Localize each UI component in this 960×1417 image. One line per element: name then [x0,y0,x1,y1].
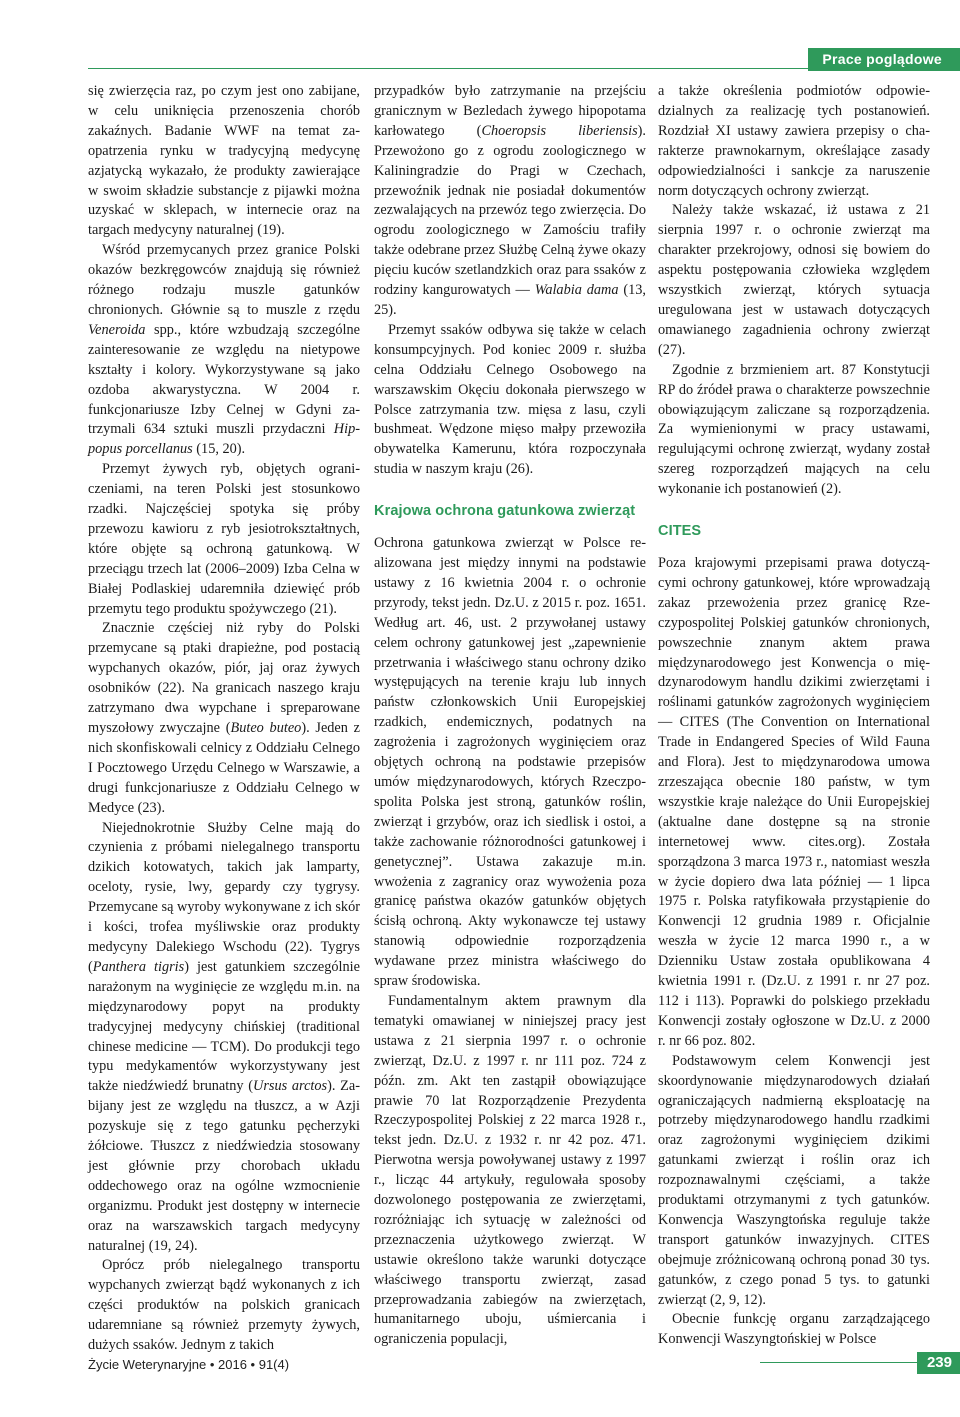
text-column-2 [374,82,646,1350]
paragraph: Zgodnie z brzmieniem art. 87 Konstytucji RP do źródeł prawa o charakterze powszechnie obowiązującym zaliczane są rozporządzenia. Za wymienionymi w pracy ustawami, regulującymi ochronę zwierząt, wydany został szereg rozporządzeń mających na celu wykonanie ich postanowień (2). [658,361,930,498]
paragraph: się zwierzęcia raz, po czym jest ono zabijane, w celu uniknięcia przenoszenia chorób zakaźnych. Badanie WWF na temat zaopatrzenia rynku w tradycyjną medycynę azjatycką wykazało, że produkty zawierające w swoim składzie substancje z pijawki można uzyskać w sklepach, w internecie oraz na targach medycyny naturalnej (19). [88,83,360,239]
paragraph: Przemyt żywych ryb, objętych ograniczeniami, na teren Polski jest stosunkowo rzadki. Najczęściej spotyka się próby przewozu kawioru z ryb jesiotrokształtnych, które objęte są ochroną gatunkową. W przeciągu trzech lat (2006–2009) Izba Celna w Białej Podlaskiej udaremniła dziewięć prób przemytu tego produktu spożywczego (21). [88,461,360,617]
section-label: Prace poglądowe [808,48,960,71]
paragraph: Niejednokrotnie Służby Celne mają do czynienia z próbami nielegalnego transportu dzikich kotowatych, takich jak lamparty, oceloty, rysie, lwy, gepardy czy tygrysy. Przemycane są wyroby wykonywane z ich skór i kości, trofea myśliwskie oraz produkty medycyny Dalekiego Wschodu (22). Tygrys (Panthera tigris) jest gatunkiem szczególnie narażonym na wyginięcie ze względu m.in. na międzynarodowy popyt na produkty tradycyjnej medycyny chińskiej (traditional chinese medicine — TCM). Do produkcji tego typu medykamentów wykorzystywany jest także niedźwiedź brunatny (Ursus arctos). Zabijany jest ze względu na tłuszcz, a w Azji pozyskuje się z tego gatunku pęcherzyki żółciowe. Tłuszcz z niedźwiedzia stosowany jest głównie przy chorobach układu oddechowego oraz na ogólne wzmocnienie organizmu. Produkt jest dostępny w internecie oraz na warszawskich targach medycyny naturalnej (19, 24). [88,819,361,1254]
paragraph: Fundamentalnym aktem prawnym dla tematyki omawianej w niniejszej pracy jest ustawa z 21 sierpnia 1997 r. o ochronie zwierząt, Dz.U. z 1997 r. nr 111 poz. 724 z późn. zm. Akt ten zastąpił obowiązujące prawie 70 lat Rozporządzenie Prezydenta Rzeczypospolitej Polskiej z 22 marca 1928 r., tekst jedn. Dz.U. z 1932 r. nr 42 poz. 471. Pierwotna wersja powoływanej ustawy z 1997 r., licząc 44 artykuły, regulowała sposoby dozwolonego postępowania ze zwierzętami, rozróżniając ich sytuację w zależności od przeznaczenia użytkowego zwierząt. W ustawie określono także warunki dotyczące właściwego transportu zwierząt, zasad przeprowadzania zabiegów na zwierzętach, humanitarnego uboju, uśmiercania i ograniczenia populacji, [374,992,646,1348]
section-heading: CITES [658,523,702,540]
paragraph: Ochrona gatunkowa zwierząt w Polsce realizowana jest między innymi na podstawie ustawy z 16 kwietnia 2004 r. o ochronie przyrody, tekst jedn. Dz.U. z 2015 r. poz. 1651. Według art. 46, ust. 2 przywołanej ustawy celem ochrony gatunkowej jest „zapewnienie przetrwania i właściwego stanu ochrony dziko występujących na terenie kraju lub innych państw członkowskich Unii Europejskiej rzadkich, endemicznych, podatnych na zagrożenia i zagrożonych wyginięciem oraz objętych ochroną na podstawie przepisów umów międzynarodowych, których Rzeczpospolita Polska jest stroną, gatunków roślin, zwierząt i grzybów, oraz ich siedlisk i ostoi, a także zachowanie różnorodności gatunkowej i genetycznej”. Ustawa zakazuje m.in. wwożenia z zagranicy oraz wywożenia poza granicę państwa okazów gatunków objętych ścisłą ochroną. Akty wykonawcze tej ustawy stanowią odpowiednie rozporządzenia wydawane przez ministra właściwego do spraw środowiska. [374,535,646,990]
journal-footer: Życie Weterynaryjne • 2016 • 91(4) [88,1357,290,1372]
paragraph: Znacznie częściej niż ryby do Polski przemycane są ptaki drapieżne, pod postacią wypchanych okazów, piór, jaj oraz żywych osobników (22). Na granicach naszego kraju zatrzymano dwa wypchane i spreparowane myszołowy zwyczajne (Buteo buteo). Jeden z nich skonfiskowali celnicy z Oddziału Celnego I Pocztowego Urzędu Celnego w Warszawie, a drugi funkcjonariusze z Oddziału Celnego w Medyce (23). [88,620,360,816]
paragraph: Obecnie funkcję organu zarządzającego Konwencji Waszyngtońskiej w Polsce [658,1311,930,1348]
paragraph: Należy także wskazać, iż ustawa z 21 sierpnia 1997 r. o ochronie zwierząt ma charakter przekrojowy, odnosi się bowiem do aspektu postępowania człowieka względem wszystkich zwierząt, których sytuacja uregulowana jest w ustawach dotyczących omawianego zagadnienia ochrony zwierząt (27). [658,202,930,358]
paragraph: a także określenia podmiotów odpowiedzialnych za realizację tych postanowień. Rozdział XI ustawy zawiera przepisy o charakterze prawnokarnym, określające zasady odpowiedzialności i sankcje za naruszenie norm dotyczących ochrony zwierząt. [658,83,930,199]
footer-rule [760,1362,920,1363]
paragraph: Wśród przemycanych przez granice Polski okazów bezkręgowców znajdują się również różnego rodzaju muszle gatunków chronionych. Głównie są to muszle z rzędu Veneroida spp., które wzbudzają szczególne zainteresowanie ze względu na nietypowe kształty i kolory. Wykorzystywane są jako ozdoba akwarystyczna. W 2004 r. funkcjonariusze Izby Celnej w Gdyni zatrzymali 634 sztuki muszli przydaczni Hippopus porcellanus (15, 20). [88,242,360,458]
paragraph: Przemyt ssaków odbywa się także w celach konsumpcyjnych. Pod koniec 2009 r. służba celna Oddziału Celnego Osobowego na warszawskim Okęciu dokonała pierwszego w Polsce zatrzymania tzw. mięsa z lasu, czyli bushmeat. Wędzone mięso małpy przewoziła obywatelka Kamerunu, która rozpoczynała studia w naszym kraju (26). [374,321,646,478]
text-column-1 [88,82,360,1356]
paragraph: Podstawowym celem Konwencji jest skoordynowanie międzynarodowych działań ograniczających nadmierną eksploatację na potrzeby międzynarodowego handlu rzadkimi oraz zagrożonymi wyginięciem dzikimi gatunkami zwierząt i roślin oraz ich rozpoznawalnymi częściami, a także produktami otrzymanymi z tych gatunków. Konwencja Waszyngtońska reguluje także transport gatunków inwazyjnych. CITES obejmuje zróżnicowaną ochroną ponad 30 tys. gatunków, z czego ponad 5 tys. to gatunki zwierząt (2, 9, 12). [658,1052,930,1308]
paragraph: Oprócz prób nielegalnego transportu wypchanych zwierząt bądź wykonanych z ich części produktów na polskich granicach udaremniane są również przemyty żywych, dużych ssaków. Jednym z takich [88,1257,360,1354]
page-number: 239 [917,1352,960,1374]
paragraph: przypadków było zatrzymanie na przejściu granicznym w Bezledach żywego hipopotama karłowatego (Choeropsis liberiensis). Przewożono go z ogrodu zoologicznego w Kaliningradzie do Pragi w Czechach, przewoźnik jednak nie posiadał dokumentów zezwalających na przewóz tego zwierzęcia. Do ogrodu zoologicznego w Zamościu trafiły także odebrane przez Służbę Celną żywe okazy pięciu kuców szetlandzkich oraz para ssaków z rodziny kangurowatych — Walabia dama (13, 25). [374,83,647,318]
section-heading: Krajowa ochrona gatunkowa zwierząt [374,503,636,520]
paragraph: Poza krajowymi przepisami prawa dotyczącymi ochrony gatunkowej, które wprowadzają zakaz przewożenia przez granicę Rzeczypospolitej Polskiej gatunków chronionych, powszechnie znanym aktem prawa międzynarodowego jest Konwencja o międzynarodowym handlu dzikimi zwierzętami i roślinami gatunków zagrożonych wyginięciem — CITES (The Convention on International Trade in Endangered Species of Wild Fauna and Flora). Jest to międzynarodowa umowa zrzeszająca obecnie 180 państw, w tym wszystkie kraje należące do Unii Europejskiej (aktualne dane dostępne są na stronie internetowej www. cites.org). Została sporządzona 3 marca 1973 r., natomiast weszła w życie dopiero dwa lata później — 1 lipca 1975 r. Polska ratyfikowała przystąpienie do Konwencji 12 grudnia 1989 r. Oficjalnie weszła w życie 12 marca 1990 r., a w Dzienniku Ustaw została opublikowana 4 kwietnia 1991 r. (Dz.U. z 1991 r. nr 27 poz. 112 i 113). Poprawki do polskiego przekładu Konwencji zostały ogłoszone w Dz.U. z 2000 r. nr 66 poz. 802. [658,555,930,1049]
text-column-3 [658,82,930,1350]
